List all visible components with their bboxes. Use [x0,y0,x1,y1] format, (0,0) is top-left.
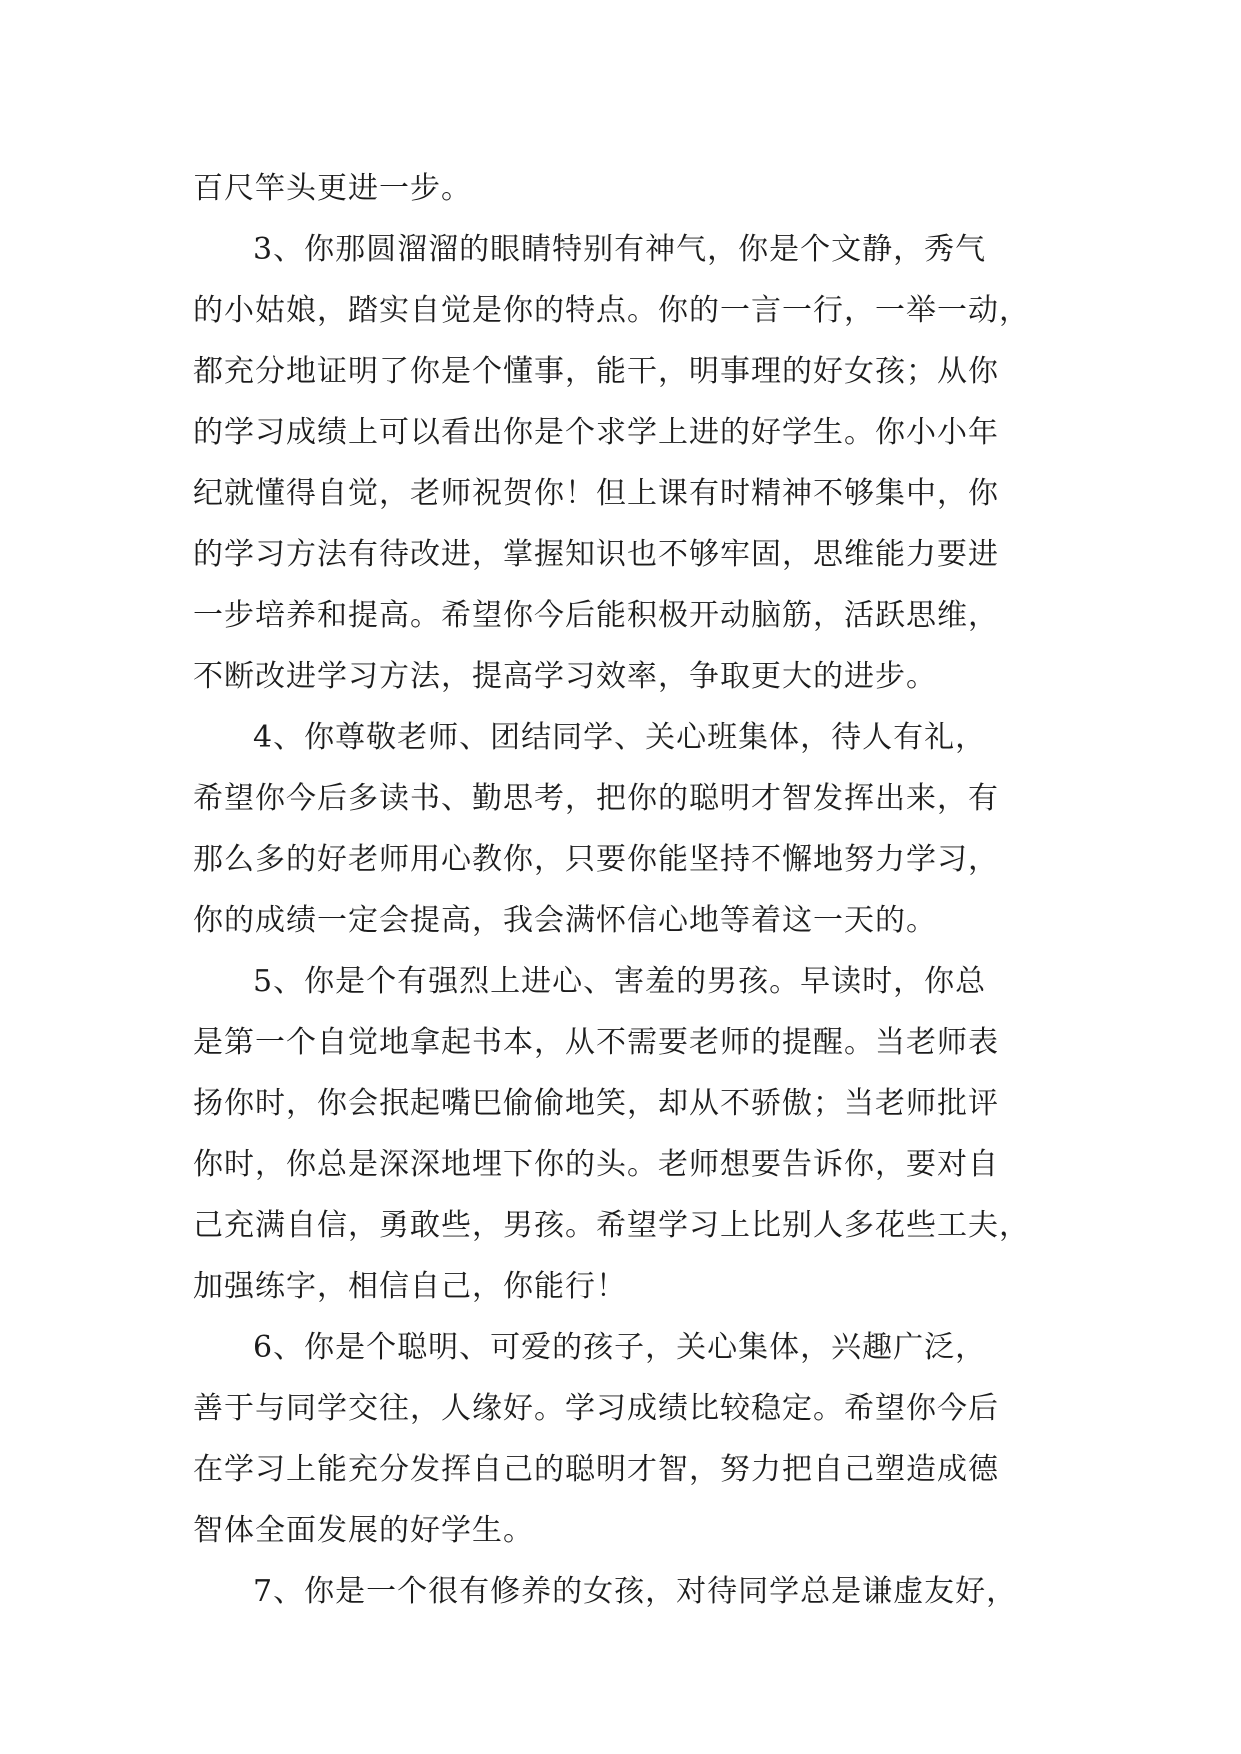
text-line: 加强练字，相信自己，你能行！ [193,1269,627,1304]
text-line: 百尺竿头更进一步。 [193,171,472,206]
text-line: 7、你是一个很有修养的女孩，对待同学总是谦虚友好， [253,1574,1018,1609]
text-line: 都充分地证明了你是个懂事，能干，明事理的好女孩；从你 [193,354,999,389]
text-line: 不断改进学习方法，提高学习效率，争取更大的进步。 [193,659,937,694]
text-line: 的小姑娘，踏实自觉是你的特点。你的一言一行，一举一动， [193,293,1030,328]
text-line: 6、你是个聪明、可爱的孩子，关心集体，兴趣广泛， [253,1330,987,1365]
paragraph-continuation [193,158,1063,219]
text-line: 希望你今后多读书、勤思考，把你的聪明才智发挥出来，有 [193,781,999,816]
text-line: 智体全面发展的好学生。 [193,1513,534,1548]
paragraph-comment-6 [193,1317,1063,1561]
paragraph-comment-7 [193,1561,1063,1622]
text-line: 己充满自信，勇敢些，男孩。希望学习上比别人多花些工夫， [193,1208,1030,1243]
text-line: 的学习方法有待改进，掌握知识也不够牢固，思维能力要进 [193,537,999,572]
paragraph-comment-5 [193,951,1063,1317]
text-line: 一步培养和提高。希望你今后能积极开动脑筋，活跃思维， [193,598,999,633]
paragraph-comment-4 [193,707,1063,951]
text-line: 纪就懂得自觉，老师祝贺你！但上课有时精神不够集中，你 [193,476,999,511]
text-line: 那么多的好老师用心教你，只要你能坚持不懈地努力学习， [193,842,999,877]
text-line: 善于与同学交往，人缘好。学习成绩比较稳定。希望你今后 [193,1391,999,1426]
text-line: 在学习上能充分发挥自己的聪明才智，努力把自己塑造成德 [193,1452,999,1487]
text-line: 扬你时，你会抿起嘴巴偷偷地笑，却从不骄傲；当老师批评 [193,1086,999,1121]
document-body [193,158,1063,1622]
paragraph-comment-3 [193,219,1063,707]
text-line: 的学习成绩上可以看出你是个求学上进的好学生。你小小年 [193,415,999,450]
text-line: 你的成绩一定会提高，我会满怀信心地等着这一天的。 [193,903,937,938]
text-line: 3、你那圆溜溜的眼睛特别有神气，你是个文静，秀气 [253,232,987,267]
text-line: 5、你是个有强烈上进心、害羞的男孩。早读时，你总 [253,964,987,999]
text-line: 你时，你总是深深地埋下你的头。老师想要告诉你，要对自 [193,1147,999,1182]
text-line: 是第一个自觉地拿起书本，从不需要老师的提醒。当老师表 [193,1025,999,1060]
text-line: 4、你尊敬老师、团结同学、关心班集体，待人有礼， [253,720,987,755]
